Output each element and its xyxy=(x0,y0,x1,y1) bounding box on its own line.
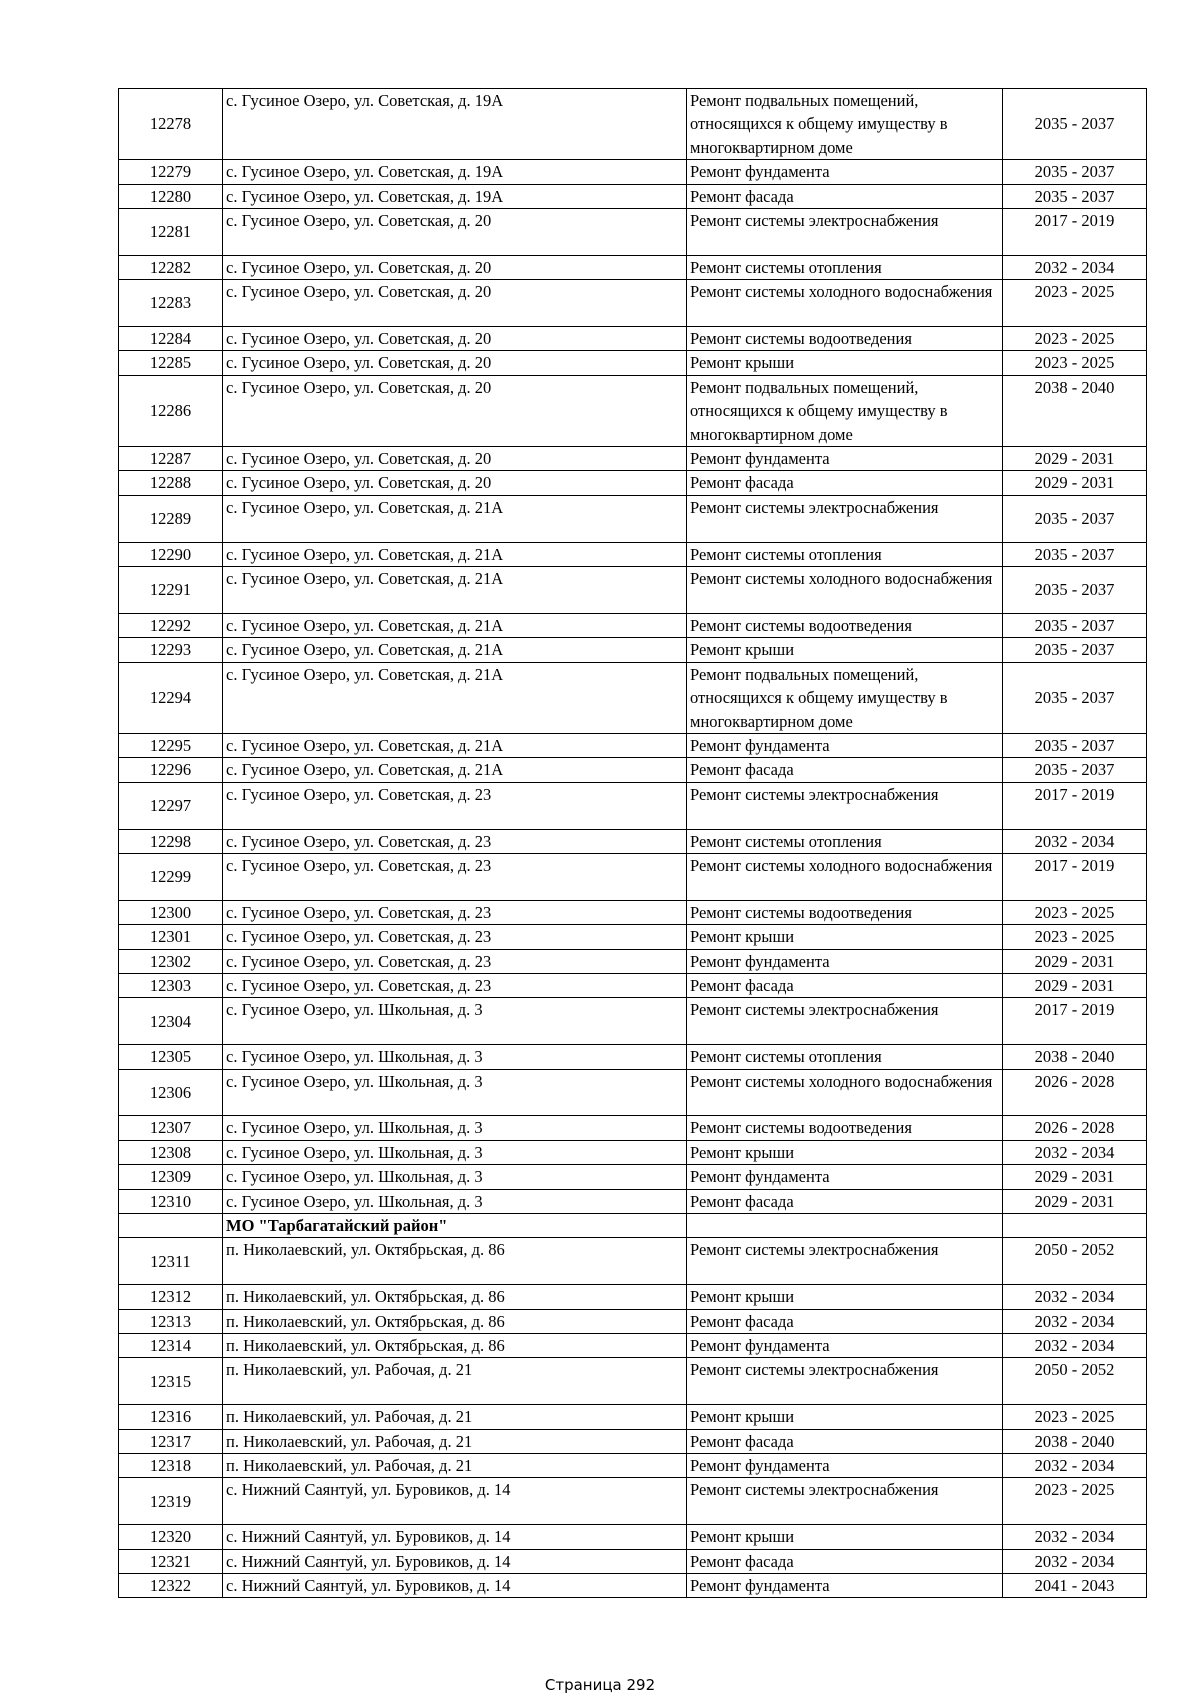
work-type-cell: Ремонт фасада xyxy=(687,973,1003,997)
table-row xyxy=(119,973,1147,997)
table-row xyxy=(119,1525,1147,1549)
period-cell: 2035 - 2037 xyxy=(1003,495,1147,542)
address-cell: с. Гусиное Озеро, ул. Советская, д. 19А xyxy=(223,184,687,208)
table-row xyxy=(119,925,1147,949)
table-row xyxy=(119,542,1147,566)
address-cell: с. Гусиное Озеро, ул. Советская, д. 20 xyxy=(223,209,687,256)
work-type-cell: Ремонт фасада xyxy=(687,758,1003,782)
address-cell: с. Гусиное Озеро, ул. Советская, д. 19А xyxy=(223,89,687,160)
row-number-cell: 12290 xyxy=(119,542,223,566)
row-number-cell: 12284 xyxy=(119,327,223,351)
table-row xyxy=(119,733,1147,757)
work-type-cell: Ремонт фундамента xyxy=(687,949,1003,973)
table-row xyxy=(119,1478,1147,1525)
work-type-cell: Ремонт системы электроснабжения xyxy=(687,495,1003,542)
period-cell: 2032 - 2034 xyxy=(1003,255,1147,279)
table-row xyxy=(119,613,1147,637)
period-cell: 2038 - 2040 xyxy=(1003,1045,1147,1069)
address-cell: с. Гусиное Озеро, ул. Школьная, д. 3 xyxy=(223,1069,687,1116)
row-number-cell: 12308 xyxy=(119,1140,223,1164)
table-row xyxy=(119,327,1147,351)
table-row xyxy=(119,1140,1147,1164)
table-row xyxy=(119,1358,1147,1405)
period-cell: 2026 - 2028 xyxy=(1003,1116,1147,1140)
row-number-cell: 12285 xyxy=(119,351,223,375)
period-cell: 2038 - 2040 xyxy=(1003,375,1147,446)
table-row xyxy=(119,1574,1147,1598)
table-row xyxy=(119,829,1147,853)
row-number-cell: 12294 xyxy=(119,662,223,733)
section-title-cell: МО "Тарбагатайский район" xyxy=(223,1213,687,1237)
period-cell: 2017 - 2019 xyxy=(1003,853,1147,900)
table-row xyxy=(119,638,1147,662)
period-cell: 2023 - 2025 xyxy=(1003,280,1147,327)
address-cell: п. Николаевский, ул. Рабочая, д. 21 xyxy=(223,1405,687,1429)
address-cell: с. Гусиное Озеро, ул. Советская, д. 21А xyxy=(223,733,687,757)
work-type-cell: Ремонт крыши xyxy=(687,351,1003,375)
work-type-cell: Ремонт подвальных помещений, относящихся к общему имуществу в многоквартирном доме xyxy=(687,89,1003,160)
address-cell: с. Гусиное Озеро, ул. Советская, д. 21А xyxy=(223,567,687,614)
period-cell: 2029 - 2031 xyxy=(1003,1189,1147,1213)
row-number-cell: 12293 xyxy=(119,638,223,662)
row-number-cell: 12311 xyxy=(119,1238,223,1285)
row-number-cell: 12295 xyxy=(119,733,223,757)
work-type-cell: Ремонт фундамента xyxy=(687,1333,1003,1357)
work-type-cell: Ремонт системы электроснабжения xyxy=(687,998,1003,1045)
work-type-cell: Ремонт системы холодного водоснабжения xyxy=(687,567,1003,614)
table-body xyxy=(119,89,1147,1598)
row-number-cell: 12297 xyxy=(119,782,223,829)
work-type-cell: Ремонт системы водоотведения xyxy=(687,327,1003,351)
row-number-cell: 12312 xyxy=(119,1285,223,1309)
work-type-cell: Ремонт системы отопления xyxy=(687,255,1003,279)
work-type-cell: Ремонт фундамента xyxy=(687,1574,1003,1598)
table-row xyxy=(119,998,1147,1045)
address-cell: с. Гусиное Озеро, ул. Школьная, д. 3 xyxy=(223,1165,687,1189)
address-cell: с. Гусиное Озеро, ул. Советская, д. 23 xyxy=(223,973,687,997)
row-number-cell: 12296 xyxy=(119,758,223,782)
table-row xyxy=(119,280,1147,327)
row-number-cell: 12287 xyxy=(119,447,223,471)
address-cell: с. Гусиное Озеро, ул. Советская, д. 23 xyxy=(223,853,687,900)
address-cell: с. Гусиное Озеро, ул. Школьная, д. 3 xyxy=(223,1116,687,1140)
period-cell: 2023 - 2025 xyxy=(1003,925,1147,949)
table-row xyxy=(119,782,1147,829)
table-row xyxy=(119,900,1147,924)
address-cell: с. Нижний Саянтуй, ул. Буровиков, д. 14 xyxy=(223,1525,687,1549)
address-cell: с. Гусиное Озеро, ул. Школьная, д. 3 xyxy=(223,1140,687,1164)
work-type-cell: Ремонт системы холодного водоснабжения xyxy=(687,1069,1003,1116)
period-cell: 2023 - 2025 xyxy=(1003,1405,1147,1429)
period-cell: 2026 - 2028 xyxy=(1003,1069,1147,1116)
period-cell: 2035 - 2037 xyxy=(1003,638,1147,662)
work-type-cell: Ремонт фасада xyxy=(687,1309,1003,1333)
work-type-cell: Ремонт системы отопления xyxy=(687,829,1003,853)
table-row xyxy=(119,949,1147,973)
work-type-cell: Ремонт фасада xyxy=(687,184,1003,208)
period-cell: 2029 - 2031 xyxy=(1003,973,1147,997)
table-row xyxy=(119,1333,1147,1357)
table-row xyxy=(119,1165,1147,1189)
row-number-cell: 12283 xyxy=(119,280,223,327)
work-type-cell: Ремонт системы электроснабжения xyxy=(687,782,1003,829)
work-type-cell: Ремонт системы холодного водоснабжения xyxy=(687,280,1003,327)
work-type-cell: Ремонт крыши xyxy=(687,638,1003,662)
row-number-cell: 12317 xyxy=(119,1429,223,1453)
address-cell: с. Гусиное Озеро, ул. Советская, д. 21А xyxy=(223,495,687,542)
row-number-cell: 12305 xyxy=(119,1045,223,1069)
period-cell: 2032 - 2034 xyxy=(1003,1309,1147,1333)
address-cell: с. Гусиное Озеро, ул. Советская, д. 21А xyxy=(223,758,687,782)
period-cell: 2032 - 2034 xyxy=(1003,1549,1147,1573)
address-cell: п. Николаевский, ул. Октябрьская, д. 86 xyxy=(223,1333,687,1357)
table-row xyxy=(119,351,1147,375)
row-number-cell: 12282 xyxy=(119,255,223,279)
table-row xyxy=(119,1116,1147,1140)
work-type-cell: Ремонт системы электроснабжения xyxy=(687,209,1003,256)
period-cell: 2035 - 2037 xyxy=(1003,160,1147,184)
period-cell: 2023 - 2025 xyxy=(1003,351,1147,375)
row-number-cell: 12288 xyxy=(119,471,223,495)
address-cell: с. Гусиное Озеро, ул. Советская, д. 21А xyxy=(223,542,687,566)
row-number-cell: 12314 xyxy=(119,1333,223,1357)
address-cell: с. Гусиное Озеро, ул. Советская, д. 20 xyxy=(223,351,687,375)
address-cell: п. Николаевский, ул. Рабочая, д. 21 xyxy=(223,1454,687,1478)
row-number-cell: 12318 xyxy=(119,1454,223,1478)
row-number-cell: 12291 xyxy=(119,567,223,614)
address-cell: п. Николаевский, ул. Октябрьская, д. 86 xyxy=(223,1238,687,1285)
period-cell: 2029 - 2031 xyxy=(1003,447,1147,471)
work-type-cell: Ремонт системы электроснабжения xyxy=(687,1478,1003,1525)
address-cell: п. Николаевский, ул. Октябрьская, д. 86 xyxy=(223,1309,687,1333)
table-row xyxy=(119,375,1147,446)
address-cell: с. Гусиное Озеро, ул. Советская, д. 20 xyxy=(223,280,687,327)
work-type-cell: Ремонт системы водоотведения xyxy=(687,1116,1003,1140)
period-cell: 2035 - 2037 xyxy=(1003,613,1147,637)
address-cell: с. Гусиное Озеро, ул. Советская, д. 20 xyxy=(223,471,687,495)
address-cell: с. Нижний Саянтуй, ул. Буровиков, д. 14 xyxy=(223,1574,687,1598)
work-type-cell: Ремонт системы отопления xyxy=(687,542,1003,566)
table-row xyxy=(119,1454,1147,1478)
period-cell: 2032 - 2034 xyxy=(1003,1333,1147,1357)
row-number-cell: 12320 xyxy=(119,1525,223,1549)
address-cell: с. Гусиное Озеро, ул. Советская, д. 21А xyxy=(223,613,687,637)
table-row xyxy=(119,1429,1147,1453)
period-cell: 2035 - 2037 xyxy=(1003,733,1147,757)
work-type-cell: Ремонт фундамента xyxy=(687,160,1003,184)
period-cell: 2035 - 2037 xyxy=(1003,758,1147,782)
address-cell: с. Гусиное Озеро, ул. Советская, д. 23 xyxy=(223,829,687,853)
period-cell: 2023 - 2025 xyxy=(1003,1478,1147,1525)
address-cell: с. Гусиное Озеро, ул. Советская, д. 21А xyxy=(223,662,687,733)
row-number-cell: 12303 xyxy=(119,973,223,997)
table-row xyxy=(119,89,1147,160)
address-cell: п. Николаевский, ул. Рабочая, д. 21 xyxy=(223,1429,687,1453)
table-row xyxy=(119,1238,1147,1285)
period-cell: 2023 - 2025 xyxy=(1003,327,1147,351)
section-header-row xyxy=(119,1213,1147,1237)
row-number-cell: 12279 xyxy=(119,160,223,184)
row-number-cell: 12319 xyxy=(119,1478,223,1525)
row-number-cell: 12281 xyxy=(119,209,223,256)
period-cell: 2035 - 2037 xyxy=(1003,184,1147,208)
work-type-cell: Ремонт фасада xyxy=(687,1429,1003,1453)
period-cell: 2035 - 2037 xyxy=(1003,567,1147,614)
address-cell: с. Гусиное Озеро, ул. Школьная, д. 3 xyxy=(223,1189,687,1213)
work-type-cell: Ремонт фасада xyxy=(687,1189,1003,1213)
period-cell: 2035 - 2037 xyxy=(1003,89,1147,160)
address-cell: с. Гусиное Озеро, ул. Советская, д. 20 xyxy=(223,375,687,446)
row-number-cell: 12310 xyxy=(119,1189,223,1213)
period-cell: 2029 - 2031 xyxy=(1003,949,1147,973)
work-type-cell: Ремонт крыши xyxy=(687,1525,1003,1549)
work-type-cell: Ремонт фасада xyxy=(687,1549,1003,1573)
work-type-cell: Ремонт системы электроснабжения xyxy=(687,1238,1003,1285)
work-type-cell: Ремонт фундамента xyxy=(687,1165,1003,1189)
repair-schedule-table xyxy=(118,88,1147,1598)
address-cell: с. Гусиное Озеро, ул. Школьная, д. 3 xyxy=(223,1045,687,1069)
work-type-cell: Ремонт системы холодного водоснабжения xyxy=(687,853,1003,900)
address-cell: с. Гусиное Озеро, ул. Советская, д. 23 xyxy=(223,925,687,949)
address-cell: с. Нижний Саянтуй, ул. Буровиков, д. 14 xyxy=(223,1478,687,1525)
row-number-cell: 12309 xyxy=(119,1165,223,1189)
table-row xyxy=(119,1189,1147,1213)
address-cell: с. Гусиное Озеро, ул. Школьная, д. 3 xyxy=(223,998,687,1045)
table-row xyxy=(119,1285,1147,1309)
address-cell: с. Гусиное Озеро, ул. Советская, д. 20 xyxy=(223,447,687,471)
work-type-cell: Ремонт системы водоотведения xyxy=(687,613,1003,637)
address-cell: с. Гусиное Озеро, ул. Советская, д. 21А xyxy=(223,638,687,662)
table-row xyxy=(119,1309,1147,1333)
period-cell: 2035 - 2037 xyxy=(1003,662,1147,733)
work-type-cell: Ремонт фундамента xyxy=(687,733,1003,757)
work-type-cell: Ремонт фундамента xyxy=(687,447,1003,471)
page-number: Страница 292 xyxy=(544,1676,656,1694)
table-row xyxy=(119,471,1147,495)
period-cell: 2050 - 2052 xyxy=(1003,1238,1147,1285)
table-row xyxy=(119,447,1147,471)
period-cell: 2023 - 2025 xyxy=(1003,900,1147,924)
work-type-cell: Ремонт крыши xyxy=(687,925,1003,949)
table-row xyxy=(119,184,1147,208)
row-number-cell: 12316 xyxy=(119,1405,223,1429)
row-number-cell: 12289 xyxy=(119,495,223,542)
address-cell: с. Гусиное Озеро, ул. Советская, д. 19А xyxy=(223,160,687,184)
period-cell: 2032 - 2034 xyxy=(1003,1140,1147,1164)
address-cell: п. Николаевский, ул. Октябрьская, д. 86 xyxy=(223,1285,687,1309)
row-number-cell xyxy=(119,1213,223,1237)
table-row xyxy=(119,567,1147,614)
table-row xyxy=(119,1549,1147,1573)
table-row xyxy=(119,495,1147,542)
row-number-cell: 12321 xyxy=(119,1549,223,1573)
table-row xyxy=(119,209,1147,256)
row-number-cell: 12302 xyxy=(119,949,223,973)
work-type-cell xyxy=(687,1213,1003,1237)
row-number-cell: 12300 xyxy=(119,900,223,924)
period-cell: 2029 - 2031 xyxy=(1003,1165,1147,1189)
period-cell: 2017 - 2019 xyxy=(1003,209,1147,256)
row-number-cell: 12322 xyxy=(119,1574,223,1598)
work-type-cell: Ремонт фасада xyxy=(687,471,1003,495)
row-number-cell: 12306 xyxy=(119,1069,223,1116)
address-cell: с. Гусиное Озеро, ул. Советская, д. 23 xyxy=(223,900,687,924)
address-cell: с. Гусиное Озеро, ул. Советская, д. 20 xyxy=(223,255,687,279)
work-type-cell: Ремонт подвальных помещений, относящихся к общему имуществу в многоквартирном доме xyxy=(687,375,1003,446)
row-number-cell: 12280 xyxy=(119,184,223,208)
address-cell: с. Нижний Саянтуй, ул. Буровиков, д. 14 xyxy=(223,1549,687,1573)
table-row xyxy=(119,1045,1147,1069)
table-row xyxy=(119,758,1147,782)
period-cell xyxy=(1003,1213,1147,1237)
table-row xyxy=(119,160,1147,184)
work-type-cell: Ремонт крыши xyxy=(687,1285,1003,1309)
period-cell: 2017 - 2019 xyxy=(1003,782,1147,829)
period-cell: 2032 - 2034 xyxy=(1003,1525,1147,1549)
period-cell: 2029 - 2031 xyxy=(1003,471,1147,495)
work-type-cell: Ремонт крыши xyxy=(687,1405,1003,1429)
period-cell: 2038 - 2040 xyxy=(1003,1429,1147,1453)
period-cell: 2032 - 2034 xyxy=(1003,1454,1147,1478)
row-number-cell: 12307 xyxy=(119,1116,223,1140)
address-cell: с. Гусиное Озеро, ул. Советская, д. 23 xyxy=(223,782,687,829)
period-cell: 2032 - 2034 xyxy=(1003,829,1147,853)
row-number-cell: 12315 xyxy=(119,1358,223,1405)
table-row xyxy=(119,1069,1147,1116)
work-type-cell: Ремонт системы отопления xyxy=(687,1045,1003,1069)
table-row xyxy=(119,662,1147,733)
period-cell: 2032 - 2034 xyxy=(1003,1285,1147,1309)
table-row xyxy=(119,853,1147,900)
row-number-cell: 12313 xyxy=(119,1309,223,1333)
row-number-cell: 12278 xyxy=(119,89,223,160)
row-number-cell: 12286 xyxy=(119,375,223,446)
period-cell: 2050 - 2052 xyxy=(1003,1358,1147,1405)
row-number-cell: 12304 xyxy=(119,998,223,1045)
row-number-cell: 12301 xyxy=(119,925,223,949)
work-type-cell: Ремонт фундамента xyxy=(687,1454,1003,1478)
address-cell: с. Гусиное Озеро, ул. Советская, д. 20 xyxy=(223,327,687,351)
row-number-cell: 12299 xyxy=(119,853,223,900)
table-row xyxy=(119,1405,1147,1429)
period-cell: 2017 - 2019 xyxy=(1003,998,1147,1045)
work-type-cell: Ремонт крыши xyxy=(687,1140,1003,1164)
table-row xyxy=(119,255,1147,279)
work-type-cell: Ремонт системы водоотведения xyxy=(687,900,1003,924)
address-cell: п. Николаевский, ул. Рабочая, д. 21 xyxy=(223,1358,687,1405)
work-type-cell: Ремонт подвальных помещений, относящихся к общему имуществу в многоквартирном доме xyxy=(687,662,1003,733)
address-cell: с. Гусиное Озеро, ул. Советская, д. 23 xyxy=(223,949,687,973)
period-cell: 2041 - 2043 xyxy=(1003,1574,1147,1598)
row-number-cell: 12298 xyxy=(119,829,223,853)
period-cell: 2035 - 2037 xyxy=(1003,542,1147,566)
row-number-cell: 12292 xyxy=(119,613,223,637)
work-type-cell: Ремонт системы электроснабжения xyxy=(687,1358,1003,1405)
